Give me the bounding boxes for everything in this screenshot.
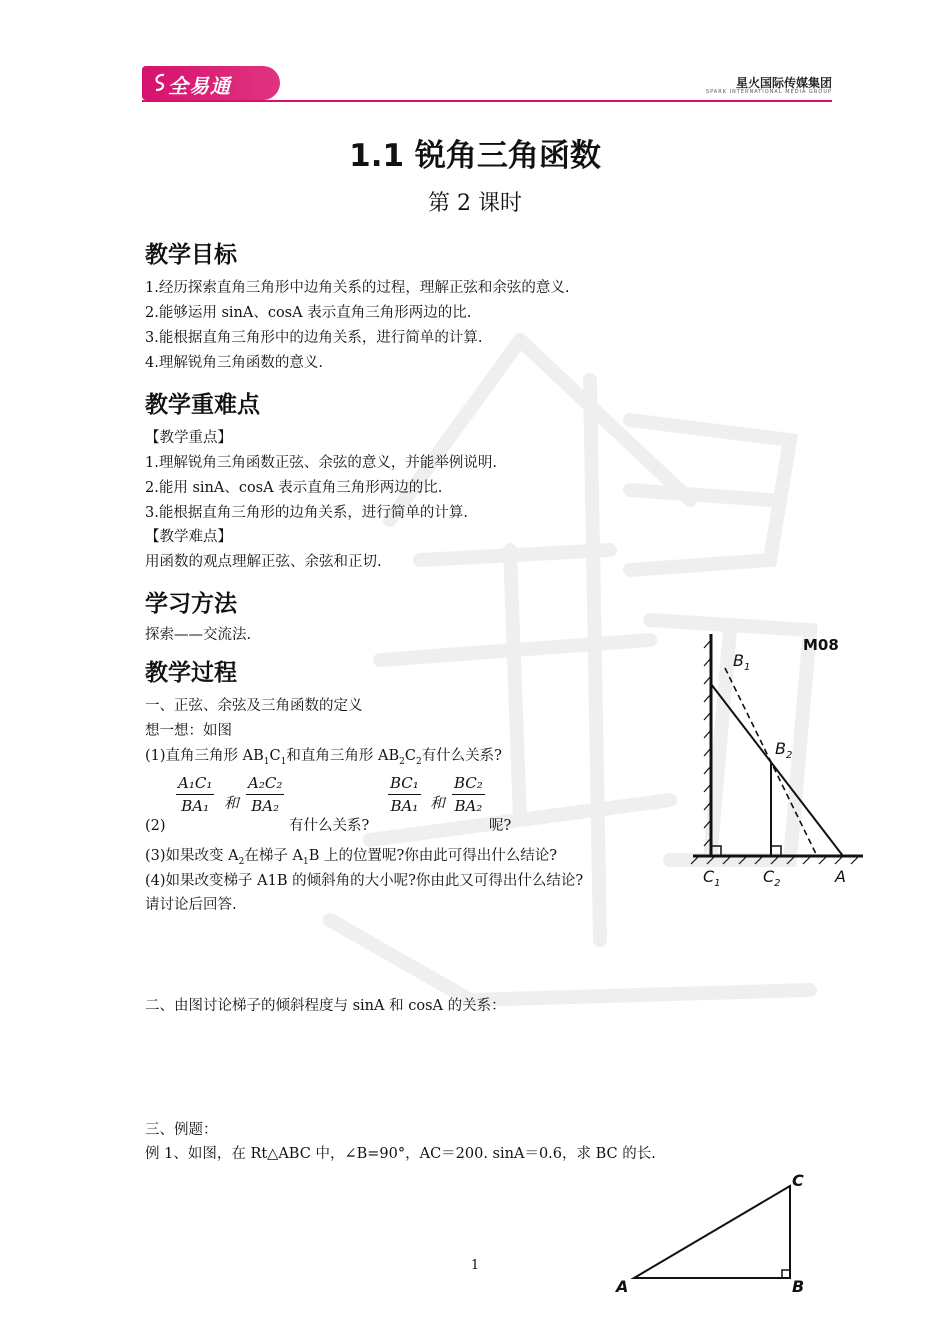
fraction-bc1-ba1: $\frac{\text{BC₁}}{\text{BA₁}}$ (390, 774, 419, 815)
key-point-item: 2.能用 sinA、cosA 表示直角三角形两边的比. (145, 480, 443, 496)
heading-objectives: 教学目标 (145, 242, 237, 268)
label-c1: $C_1$ (703, 867, 721, 889)
triangle-figure (612, 1168, 812, 1298)
question-3: (3)如果改变 $A_2$在梯子 $A_1B$ 上的位置呢?你由此可得出什么结论? (145, 848, 557, 867)
fraction-a2c2-ba2: $\frac{\text{A₂C₂}}{\text{BA₂}}$ (248, 774, 283, 815)
discuss-prompt: 请讨论后回答. (145, 897, 237, 913)
page-number: 1 (470, 1258, 480, 1273)
lesson-subtitle: 第 2 课时 (428, 191, 522, 216)
question-1: (1)直角三角形 $AB_1C_1$和直角三角形 $AB_2C_2$有什么关系? (145, 748, 502, 767)
page-title: 1.1 锐角三角函数 (349, 138, 601, 174)
question-4: (4)如果改变梯子 A1B 的倾斜角的大小呢?你由此又可得出什么结论? (145, 873, 584, 889)
part1-title: 一、正弦、余弦及三角函数的定义 (145, 698, 363, 714)
figure-tag: M08 (803, 636, 839, 654)
key-point-item: 1.理解锐角三角函数正弦、余弦的意义，并能举例说明. (145, 455, 497, 471)
difficulty-label: 【教学难点】 (145, 529, 232, 545)
objective-item: 4.理解锐角三角函数的意义. (145, 355, 323, 371)
question-2-end: 呢? (489, 818, 512, 834)
label-c2: $C_2$ (763, 867, 781, 889)
label-a: A (835, 867, 846, 886)
ladder-figure (685, 628, 875, 890)
think-prompt: 想一想：如图 (145, 723, 232, 739)
heading-method: 学习方法 (145, 591, 237, 617)
example-1: 例 1、如图，在 Rt△ABC 中，∠B=90°，AC＝200. sinA＝0.6，求 BC 的长. (145, 1146, 656, 1162)
part2-title: 二、由图讨论梯子的倾斜程度与 sinA 和 cosA 的关系： (145, 998, 506, 1014)
difficulty-item: 用函数的观点理解正弦、余弦和正切. (145, 554, 382, 570)
logo-text: 全易通 (168, 74, 231, 98)
key-points-label: 【教学重点】 (145, 430, 232, 446)
label-a: A (616, 1277, 629, 1296)
part3-title: 三、例题： (145, 1122, 218, 1138)
objective-item: 3.能根据直角三角形中的边角关系，进行简单的计算. (145, 330, 483, 346)
conjunction-he: 和 (224, 794, 240, 812)
key-point-item: 3.能根据直角三角形的边角关系，进行简单的计算. (145, 505, 468, 521)
label-c: C (792, 1171, 804, 1190)
question-2-mid: 有什么关系? (289, 818, 370, 834)
label-b2: $B_2$ (775, 739, 793, 761)
objective-item: 2.能够运用 sinA、cosA 表示直角三角形两边的比. (145, 305, 472, 321)
method-text: 探索——交流法. (145, 627, 252, 643)
label-b: B (792, 1277, 805, 1296)
conjunction-he: 和 (430, 794, 446, 812)
fraction-bc2-ba2: $\frac{\text{BC₂}}{\text{BA₂}}$ (454, 774, 483, 815)
objective-item: 1.经历探索直角三角形中边角关系的过程，理解正弦和余弦的意义. (145, 280, 570, 296)
label-b1: $B_1$ (733, 651, 751, 673)
fraction-a1c1-ba1: $\frac{\text{A₁C₁}}{\text{BA₁}}$ (178, 774, 213, 815)
heading-process: 教学过程 (145, 660, 237, 686)
brand-name-cn: 星火国际传媒集团 (735, 76, 832, 90)
heading-key-points: 教学重难点 (145, 392, 260, 418)
header-divider (142, 100, 832, 102)
brand-name-en: SPARK INTERNATIONAL MEDIA GROUP (705, 89, 832, 95)
publisher-logo (142, 66, 280, 100)
swirl-icon (152, 72, 168, 92)
question-2-label: (2) (145, 818, 166, 834)
